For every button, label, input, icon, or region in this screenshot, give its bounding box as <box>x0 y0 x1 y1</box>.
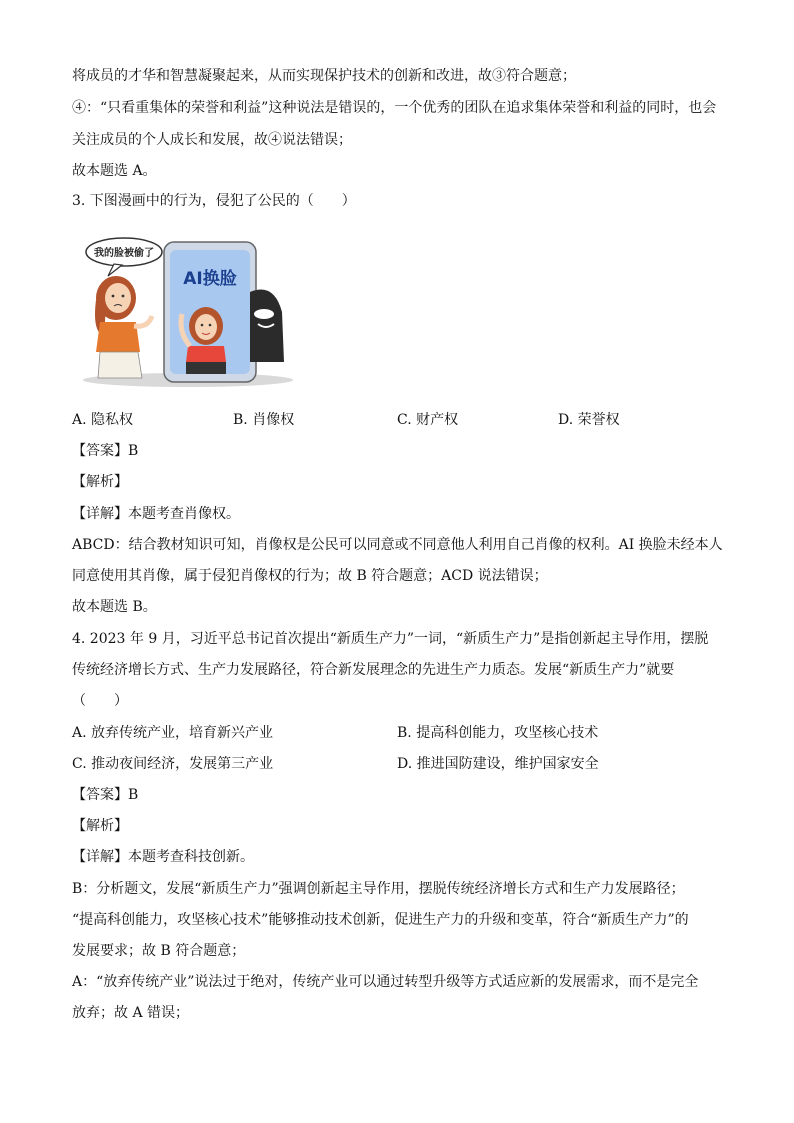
text-line: 将成员的才华和智慧凝聚起来，从而实现保护技术的创新和改进，故③符合题意； <box>72 68 576 84</box>
phone-illustration <box>164 242 256 382</box>
explain-line: A：“放弃传统产业”说法过于绝对，传统产业可以通过转型升级等方式适应新的发展需求，而不是完全 <box>72 974 699 990</box>
explain-line: B：分析题文，发展“新质生产力”强调创新起主导作用，摆脱传统经济增长方式和生产力发展路径； <box>72 881 685 897</box>
explain-line: 故本题选 B。 <box>72 599 157 615</box>
answer-label: 【答案】B <box>72 443 139 459</box>
answer-label: 【答案】B <box>72 787 139 803</box>
thief-shadow <box>250 290 284 363</box>
woman-figure <box>95 276 152 378</box>
explain-line: ABCD：结合教材知识可知，肖像权是公民可以同意或不同意他人利用自己肖像的权利。AI 换脸未经本人 <box>72 537 723 553</box>
option-b: B. 提高科创能力，攻坚核心技术 <box>397 725 599 741</box>
explain-line: “提高科创能力，攻坚核心技术”能够推动技术创新，促进生产力的升级和变革，符合“新质生产力”的 <box>72 912 689 928</box>
text-line: ④：“只看重集体的荣誉和利益”这种说法是错误的，一个优秀的团队在追求集体荣誉和利益的同时，也会 <box>72 100 717 116</box>
analysis-label: 【解析】 <box>72 474 128 490</box>
text-line: 关注成员的个人成长和发展，故④说法错误； <box>72 132 352 148</box>
ai-face-swap-comic <box>78 232 310 388</box>
question-4-stem-line: 4. 2023 年 9 月，习近平总书记首次提出“新质生产力”一词，“新质生产力”是指创新起主导作用，摆脱 <box>72 631 709 647</box>
question-3-stem: 3. 下图漫画中的行为，侵犯了公民的（ ） <box>72 193 356 209</box>
option-d: D. 荣誉权 <box>558 412 620 428</box>
text-line: 故本题选 A。 <box>72 163 157 179</box>
option-b: B. 肖像权 <box>233 412 295 428</box>
option-a: A. 放弃传统产业，培育新兴产业 <box>72 725 274 741</box>
speech-bubble-text: 我的脸被偷了 <box>94 248 154 259</box>
explain-line: 放弃；故 A 错误； <box>72 1005 190 1021</box>
option-c: C. 推动夜间经济，发展第三产业 <box>72 756 274 772</box>
question-4-stem-line: 传统经济增长方式、生产力发展路径，符合新发展理念的先进生产力质态。发展“新质生产力”就要 <box>72 662 675 678</box>
detail-text: 【详解】本题考查肖像权。 <box>72 506 240 522</box>
question-4-stem-line: （ ） <box>72 693 128 709</box>
phone-title: AI换脸 <box>183 269 237 289</box>
analysis-label: 【解析】 <box>72 818 128 834</box>
option-c: C. 财产权 <box>397 412 459 428</box>
explain-line: 发展要求；故 B 符合题意； <box>72 943 246 959</box>
explain-line: 同意使用其肖像，属于侵犯肖像权的行为；故 B 符合题意；ACD 说法错误； <box>72 568 548 584</box>
option-a: A. 隐私权 <box>72 412 134 428</box>
speech-bubble <box>86 238 162 276</box>
detail-text: 【详解】本题考查科技创新。 <box>72 849 254 865</box>
option-d: D. 推进国防建设，维护国家安全 <box>397 756 599 772</box>
